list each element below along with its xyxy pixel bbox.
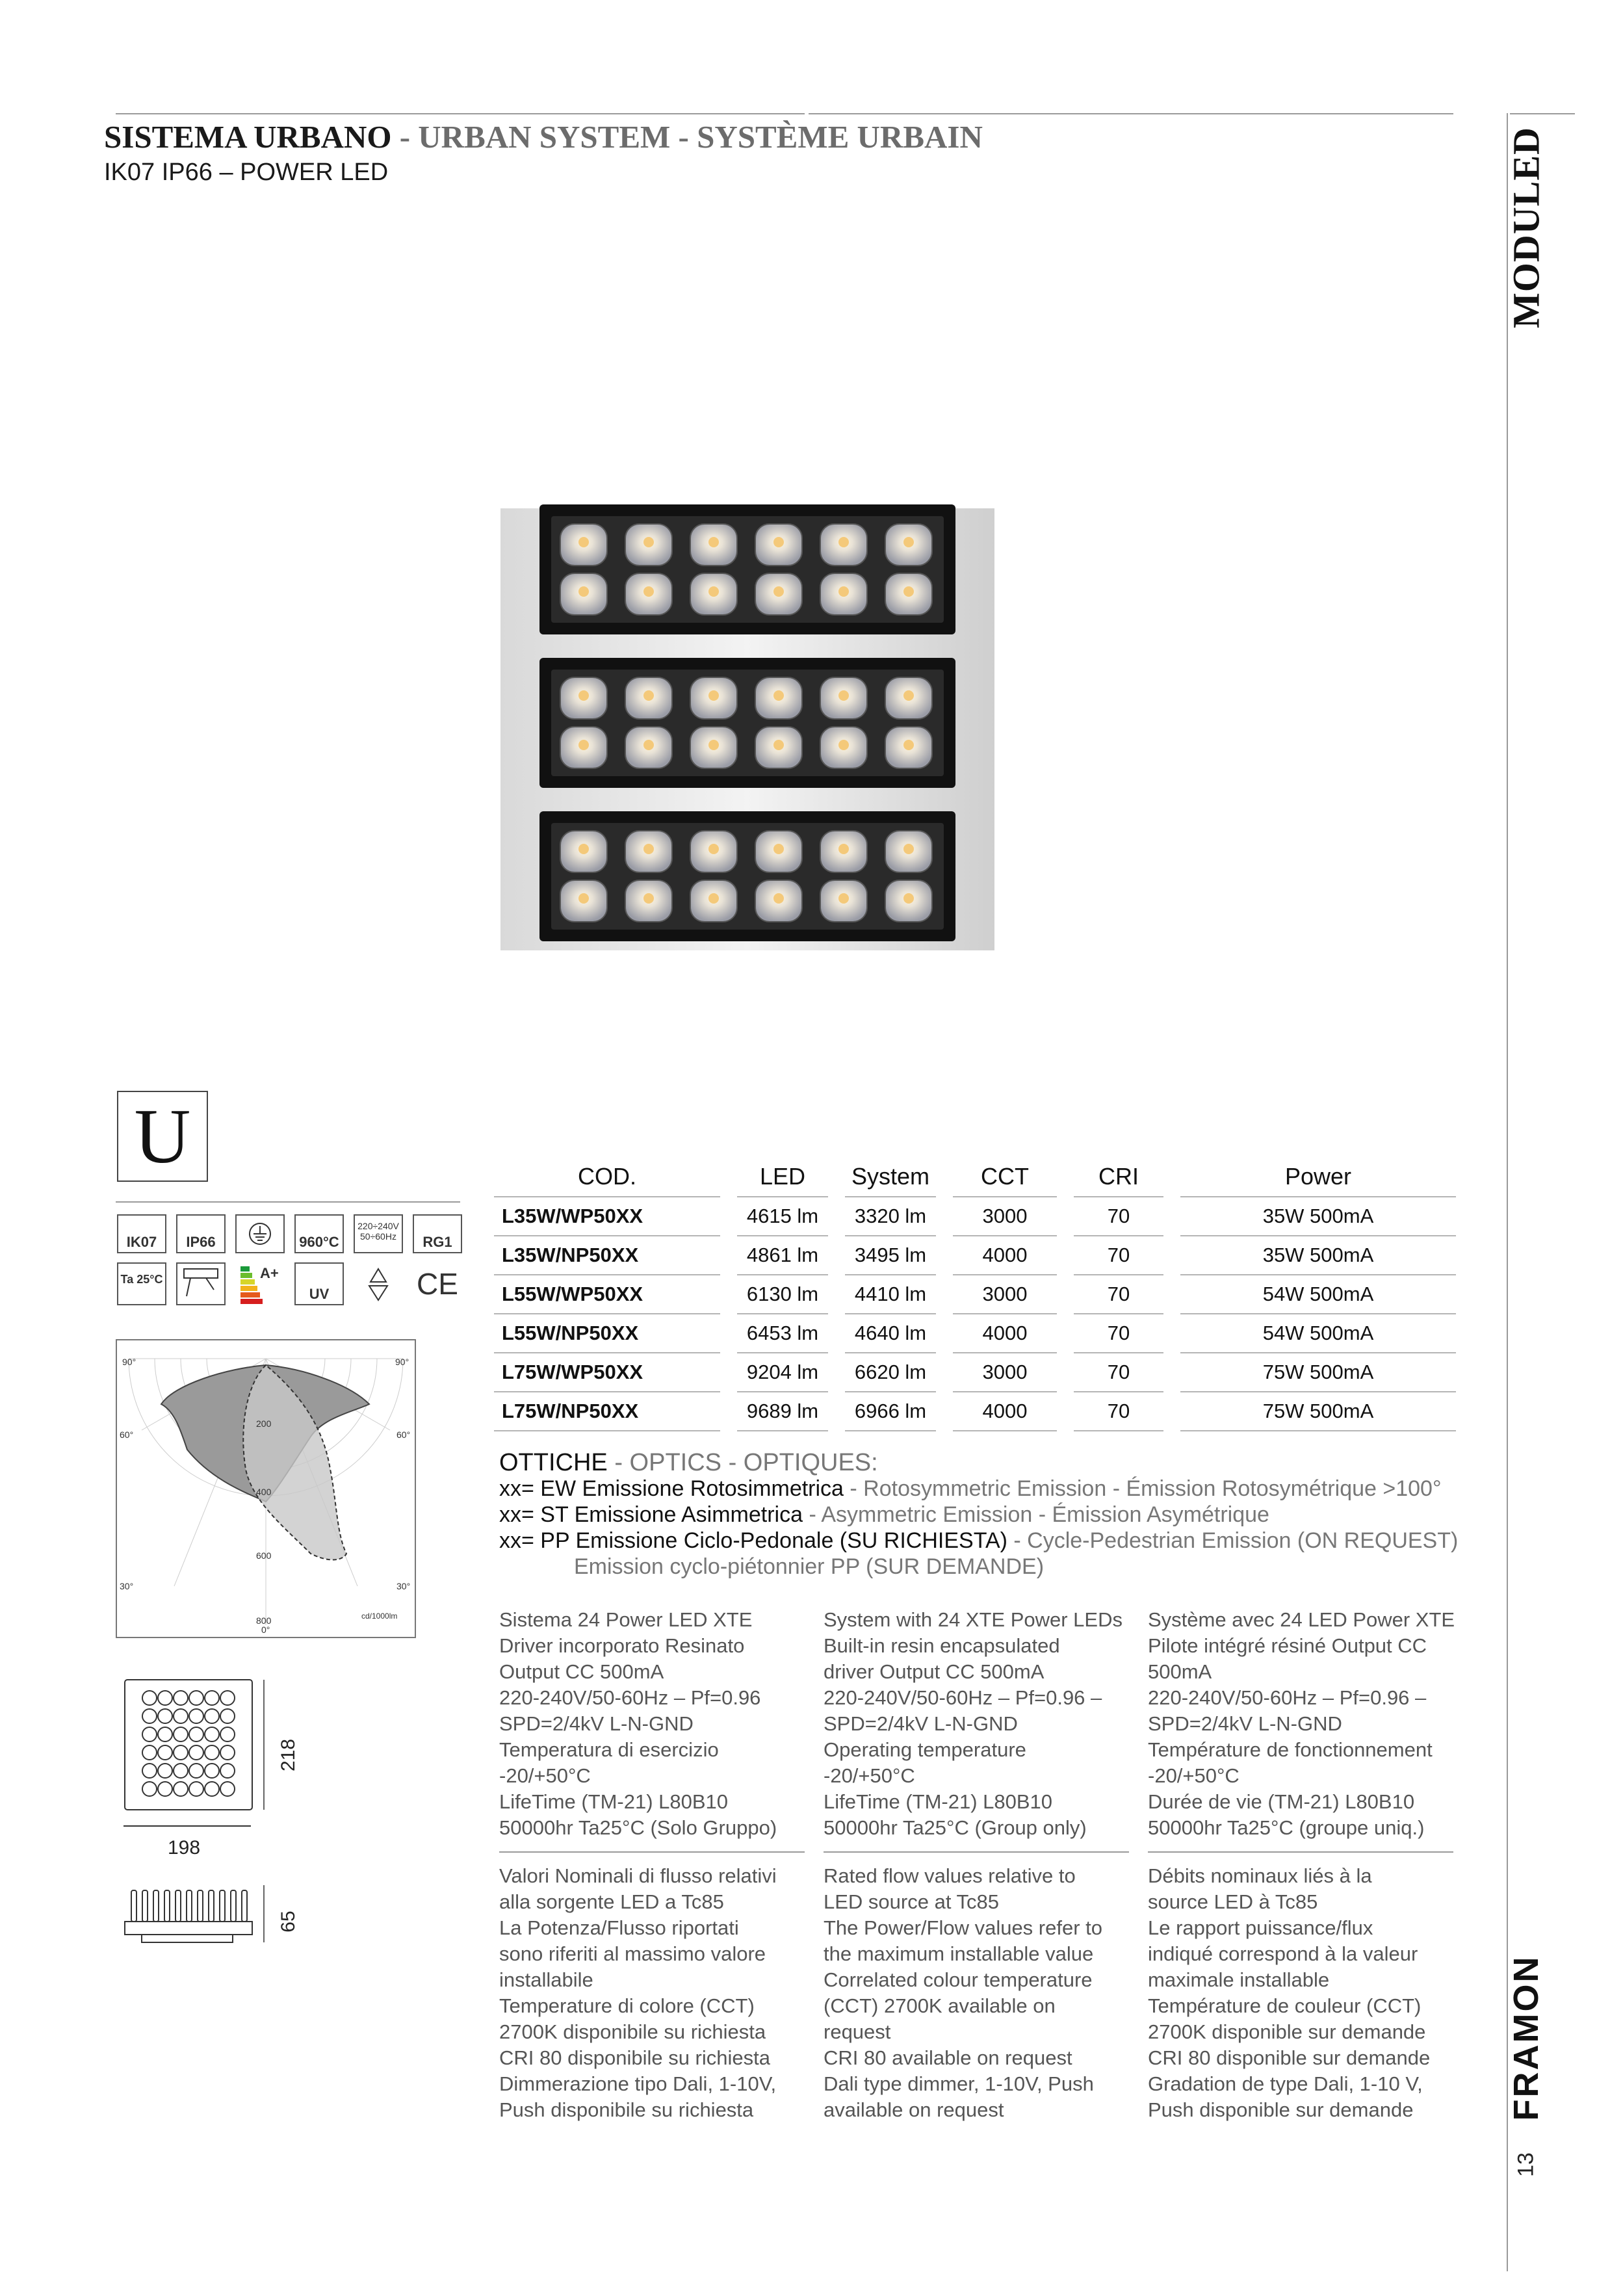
text-line: sono riferiti al massimo valore	[499, 1942, 766, 1965]
text-line: 220-240V/50-60Hz – Pf=0.96 –	[824, 1686, 1102, 1709]
table-row	[494, 1197, 1456, 1236]
text-line: -20/+50°C	[499, 1764, 591, 1787]
text-line: 220-240V/50-60Hz – Pf=0.96	[499, 1686, 761, 1709]
text-line: driver Output CC 500mA	[824, 1660, 1045, 1683]
table-cell: 4000	[953, 1314, 1057, 1353]
product-code-cell: L35W/WP50XX	[494, 1197, 720, 1236]
text-line: SPD=2/4kV L-N-GND	[499, 1712, 694, 1735]
text-line: Valori Nominali di flusso relativi	[499, 1864, 777, 1887]
category-letter: U	[117, 1091, 208, 1182]
page-title: SISTEMA URBANO - URBAN SYSTEM - SYSTÈME URBAIN	[104, 119, 983, 155]
angle-label: 60°	[120, 1429, 134, 1440]
text-line: the maximum installable value	[824, 1942, 1094, 1965]
table-cell: 35W 500mA	[1180, 1197, 1456, 1236]
table-cell: 70	[1074, 1314, 1163, 1353]
text-line: Correlated colour temperature	[824, 1968, 1093, 1991]
table-cell: 70	[1074, 1353, 1163, 1392]
table-cell: 3320 lm	[845, 1197, 936, 1236]
text-line: 220-240V/50-60Hz – Pf=0.96 –	[1148, 1686, 1427, 1709]
text-line: alla sorgente LED a Tc85	[499, 1890, 724, 1913]
dimension-height: 218	[278, 1738, 299, 1772]
text-line: Push disponible sur demande	[1148, 2098, 1414, 2121]
text-line: Dali type dimmer, 1-10V, Push	[824, 2072, 1094, 2095]
text-line: 2700K disponible sur demande	[1148, 2020, 1426, 2043]
rg1-icon: RG1	[413, 1214, 462, 1253]
dimension-depth: 65	[278, 1911, 299, 1933]
table-cell: 6130 lm	[737, 1275, 828, 1314]
text-line: 50000hr Ta25°C (Solo Gruppo)	[499, 1816, 777, 1839]
title-french: SYSTÈME URBAIN	[697, 119, 983, 155]
text-line: CRI 80 disponibile su richiesta	[499, 2046, 770, 2069]
text-line: Push disponibile su richiesta	[499, 2098, 754, 2121]
column-header: LED	[737, 1157, 828, 1197]
text-line: LED source at Tc85	[824, 1890, 999, 1913]
page-number: 13	[1513, 2152, 1539, 2177]
text-line: SPD=2/4kV L-N-GND	[1148, 1712, 1342, 1735]
text-line: available on request	[824, 2098, 1004, 2121]
optics-line: xx= EW Emissione Rotosimmetrica - Rotosymmetric Emission - Émission Rotosymétrique >100°	[499, 1476, 1442, 1501]
table-cell: 75W 500mA	[1180, 1353, 1456, 1392]
text-line: La Potenza/Flusso riportati	[499, 1916, 739, 1939]
angle-label: 30°	[396, 1581, 411, 1591]
table-cell: 3000	[953, 1275, 1057, 1314]
text-line: Température de fonctionnement	[1148, 1738, 1433, 1761]
column-divider	[824, 1851, 1129, 1853]
optics-section	[499, 1450, 1461, 1580]
width-dimension-line	[123, 1825, 251, 1827]
notes-italian	[499, 1863, 811, 2123]
side-view-drawing	[122, 1883, 272, 1954]
table-cell: 3000	[953, 1353, 1057, 1392]
photometric-diagram	[116, 1339, 416, 1638]
optics-line: xx= PP Emissione Ciclo-Pedonale (SU RICHIESTA) - Cycle-Pedestrian Emission (ON REQUEST)	[499, 1528, 1459, 1553]
brand-logo: FRAMON	[1507, 1955, 1546, 2121]
column-header: CCT	[953, 1157, 1057, 1197]
energy-class-icon: A+	[235, 1262, 285, 1305]
angle-label: 90°	[122, 1357, 136, 1367]
specs-english	[824, 1607, 1136, 1841]
table-row	[494, 1275, 1456, 1314]
text-line: The Power/Flow values refer to	[824, 1916, 1103, 1939]
table-cell: 70	[1074, 1275, 1163, 1314]
optics-line: xx= ST Emissione Asimmetrica - Asymmetric Emission - Émission Asymétrique	[499, 1502, 1269, 1527]
notes-english	[824, 1863, 1136, 2123]
ik07-icon: IK07	[117, 1214, 166, 1253]
text-line: System with 24 XTE Power LEDs	[824, 1608, 1123, 1631]
text-line: 50000hr Ta25°C (groupe uniq.)	[1148, 1816, 1425, 1839]
table-cell: 54W 500mA	[1180, 1314, 1456, 1353]
text-line: request	[824, 2020, 891, 2043]
column-header: System	[845, 1157, 936, 1197]
product-code-table	[494, 1157, 1456, 1431]
text-line: Temperature di colore (CCT)	[499, 1994, 755, 2017]
angle-label: 90°	[395, 1357, 409, 1367]
product-code-cell: L55W/WP50XX	[494, 1275, 720, 1314]
product-code-cell: L75W/WP50XX	[494, 1353, 720, 1392]
text-line: Rated flow values relative to	[824, 1864, 1076, 1887]
text-line: Driver incorporato Resinato	[499, 1634, 745, 1657]
product-family-label: MODULED	[1505, 127, 1548, 328]
table-row	[494, 1314, 1456, 1353]
angle-label: 0°	[261, 1624, 270, 1635]
optics-heading: OTTICHE - OPTICS - OPTIQUES:	[499, 1449, 878, 1476]
recycle-icon	[354, 1262, 403, 1305]
title-english: URBAN SYSTEM	[418, 119, 671, 155]
table-cell: 70	[1074, 1197, 1163, 1236]
product-photo	[500, 494, 994, 969]
specs-italian	[499, 1607, 811, 1841]
text-line: 2700K disponibile su richiesta	[499, 2020, 766, 2043]
column-header: CRI	[1074, 1157, 1163, 1197]
table-row	[494, 1353, 1456, 1392]
side-rule-top	[1510, 113, 1575, 114]
column-divider	[1148, 1851, 1453, 1853]
title-italian: SISTEMA URBANO	[104, 119, 392, 155]
specs-french	[1148, 1607, 1460, 1841]
header-rule-left	[116, 113, 805, 114]
column-header: COD.	[494, 1157, 720, 1197]
ambient-temperature-icon: Ta 25°C	[117, 1262, 166, 1305]
table-cell: 35W 500mA	[1180, 1236, 1456, 1275]
column-header: Power	[1180, 1157, 1456, 1197]
text-line: Durée de vie (TM-21) L80B10	[1148, 1790, 1415, 1813]
text-line: -20/+50°C	[1148, 1764, 1240, 1787]
text-line: SPD=2/4kV L-N-GND	[824, 1712, 1018, 1735]
page-subtitle: IK07 IP66 – POWER LED	[104, 159, 389, 186]
glow-wire-icon: 960°C	[294, 1214, 344, 1253]
table-cell: 3495 lm	[845, 1236, 936, 1275]
text-line: maximale installable	[1148, 1968, 1330, 1991]
icons-rule	[116, 1201, 460, 1203]
dimension-width: 198	[168, 1837, 201, 1859]
ground-icon	[235, 1214, 285, 1253]
table-cell: 4410 lm	[845, 1275, 936, 1314]
text-line: CRI 80 disponible sur demande	[1148, 2046, 1431, 2069]
text-line: 500mA	[1148, 1660, 1212, 1683]
text-line: 50000hr Ta25°C (Group only)	[824, 1816, 1087, 1839]
table-cell: 6620 lm	[845, 1353, 936, 1392]
radial-label: 600	[256, 1550, 272, 1561]
product-code-cell: L35W/NP50XX	[494, 1236, 720, 1275]
text-line: Pilote intégré résiné Output CC	[1148, 1634, 1427, 1657]
text-line: LifeTime (TM-21) L80B10	[499, 1790, 729, 1813]
text-line: (CCT) 2700K available on	[824, 1994, 1056, 2017]
table-cell: 4615 lm	[737, 1197, 828, 1236]
text-line: Built-in resin encapsulated	[824, 1634, 1060, 1657]
optics-line: Emission cyclo-piétonnier PP (SUR DEMANDE)	[574, 1554, 1045, 1579]
table-cell: 6453 lm	[737, 1314, 828, 1353]
table-row	[494, 1392, 1456, 1431]
radial-label: 800	[256, 1615, 272, 1626]
table-cell: 9689 lm	[737, 1392, 828, 1431]
mounting-icon	[176, 1262, 226, 1305]
table-cell: 70	[1074, 1392, 1163, 1431]
text-line: CRI 80 available on request	[824, 2046, 1072, 2069]
text-line: indiqué correspond à la valeur	[1148, 1942, 1418, 1965]
text-line: Temperatura di esercizio	[499, 1738, 719, 1761]
text-line: installabile	[499, 1968, 593, 1991]
front-view-drawing	[122, 1677, 272, 1820]
text-line: Température de couleur (CCT)	[1148, 1994, 1422, 2017]
table-cell: 3000	[953, 1197, 1057, 1236]
text-line: Système avec 24 LED Power XTE	[1148, 1608, 1455, 1631]
angle-label: 60°	[396, 1429, 411, 1440]
table-cell: 9204 lm	[737, 1353, 828, 1392]
photometric-unit: cd/1000lm	[361, 1611, 398, 1621]
table-cell: 4640 lm	[845, 1314, 936, 1353]
table-row	[494, 1236, 1456, 1275]
voltage-icon: 220÷240V 50÷60Hz	[354, 1214, 403, 1253]
notes-french	[1148, 1863, 1460, 2123]
table-header-row	[494, 1157, 1456, 1197]
table-cell: 54W 500mA	[1180, 1275, 1456, 1314]
ip66-icon: IP66	[176, 1214, 226, 1253]
text-line: LifeTime (TM-21) L80B10	[824, 1790, 1053, 1813]
text-line: Output CC 500mA	[499, 1660, 664, 1683]
header-rule-right	[809, 113, 1453, 114]
text-line: Dimmerazione tipo Dali, 1-10V,	[499, 2072, 777, 2095]
radial-label: 200	[256, 1418, 272, 1429]
text-line: Débits nominaux liés à la	[1148, 1864, 1372, 1887]
table-cell: 70	[1074, 1236, 1163, 1275]
table-cell: 75W 500mA	[1180, 1392, 1456, 1431]
table-cell: 6966 lm	[845, 1392, 936, 1431]
table-cell: 4000	[953, 1236, 1057, 1275]
angle-label: 30°	[120, 1581, 134, 1591]
product-code-cell: L75W/NP50XX	[494, 1392, 720, 1431]
text-line: source LED à Tc85	[1148, 1890, 1318, 1913]
text-line: Operating temperature	[824, 1738, 1026, 1761]
text-line: Gradation de type Dali, 1-10 V,	[1148, 2072, 1423, 2095]
uv-icon: UV	[294, 1262, 344, 1305]
column-divider	[499, 1851, 805, 1853]
text-line: -20/+50°C	[824, 1764, 915, 1787]
radial-label: 400	[256, 1487, 272, 1497]
product-code-cell: L55W/NP50XX	[494, 1314, 720, 1353]
text-line: Le rapport puissance/flux	[1148, 1916, 1373, 1939]
ce-mark-icon: CE	[413, 1262, 462, 1305]
table-cell: 4861 lm	[737, 1236, 828, 1275]
text-line: Sistema 24 Power LED XTE	[499, 1608, 753, 1631]
table-cell: 4000	[953, 1392, 1057, 1431]
